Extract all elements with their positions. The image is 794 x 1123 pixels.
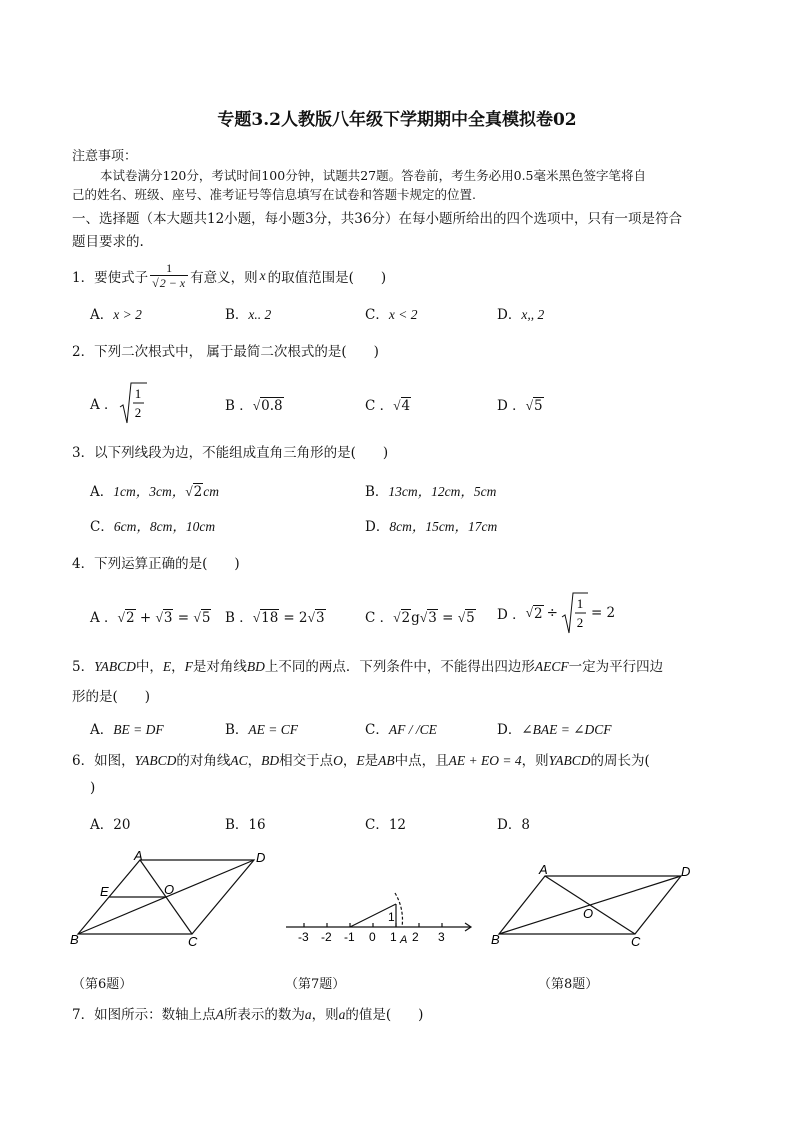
q5-option-b[interactable] bbox=[225, 718, 298, 738]
option-text: AE = CF bbox=[248, 722, 299, 737]
q1-stem bbox=[72, 258, 386, 294]
option-label: C ． bbox=[365, 398, 394, 414]
text: 的对角线 bbox=[176, 753, 231, 769]
math-text: BD bbox=[261, 753, 280, 768]
option-text: 12 bbox=[388, 817, 407, 833]
fig7-tick-label: 2 bbox=[412, 930, 419, 944]
option-label: D ． bbox=[497, 398, 526, 414]
q1-frac-den-wrap bbox=[150, 275, 188, 291]
text: 7．如图所示：数轴上点 bbox=[72, 1007, 216, 1023]
option-text: x,, 2 bbox=[521, 307, 545, 322]
option-text: 20 bbox=[113, 817, 131, 833]
q4-option-b[interactable] bbox=[225, 606, 326, 626]
section1-line1: 一、选择题（本大题共12小题，每小题3分，共36分）在每小题所给出的四个选项中，只有一项是符合 bbox=[72, 211, 682, 227]
q4-d-num: 1 bbox=[576, 596, 584, 611]
q1-option-b[interactable] bbox=[225, 303, 271, 323]
text: 所表示的数为 bbox=[223, 1007, 305, 1023]
q6-option-a[interactable] bbox=[90, 813, 130, 833]
divide-sign: ÷ bbox=[546, 605, 558, 621]
q7-stem bbox=[72, 1003, 423, 1023]
option-text: 8cm，15cm，17cm bbox=[389, 519, 498, 534]
sqrt-symbol: √ bbox=[185, 484, 193, 499]
notice-line1: 本试卷满分120分，考试时间100分钟，试题共27题。答卷前，考生务必用0.5毫米黑色签字笔将自 bbox=[100, 168, 647, 183]
q1-post2: 的取值范围是( ) bbox=[267, 270, 387, 286]
option-label: B． bbox=[225, 722, 249, 738]
math-text: a bbox=[338, 1007, 346, 1022]
option-label: C． bbox=[365, 722, 389, 738]
figure-7-caption: （第7题） bbox=[285, 977, 346, 992]
fig7-tick-label: 0 bbox=[369, 930, 376, 944]
fig6-label-o: O bbox=[164, 882, 175, 897]
equals-part: = 2 bbox=[590, 605, 616, 621]
option-label: B． bbox=[225, 307, 249, 323]
q2-option-d[interactable] bbox=[497, 394, 544, 414]
text: ，则 bbox=[521, 753, 549, 769]
radicand: 2 bbox=[125, 610, 135, 626]
fig7-tick-label: 1 bbox=[390, 930, 397, 944]
q3-option-c[interactable] bbox=[90, 515, 215, 535]
option-label: C． bbox=[365, 817, 389, 833]
q1-var: x bbox=[259, 268, 266, 283]
math-text: YABCD bbox=[134, 753, 177, 768]
q2-option-b[interactable] bbox=[225, 394, 284, 414]
notice-heading: 注意事项： bbox=[72, 149, 138, 164]
text: ， bbox=[171, 659, 185, 675]
fig8-label-a: A bbox=[539, 862, 548, 877]
math-text: BD bbox=[246, 659, 265, 674]
q3-option-a[interactable] bbox=[90, 480, 219, 500]
option-label: D． bbox=[497, 307, 522, 323]
q1-pre: 1．要使式子 bbox=[72, 270, 149, 286]
q1-fraction bbox=[150, 261, 188, 291]
option-label: D ． bbox=[497, 607, 526, 623]
fig6-label-b: B bbox=[70, 932, 79, 947]
math-text: E bbox=[162, 659, 172, 674]
sqrt-symbol: √ bbox=[525, 605, 534, 620]
equals-part: = 2 bbox=[283, 610, 308, 626]
radicand: 2 bbox=[534, 605, 543, 622]
text: ， bbox=[342, 753, 357, 769]
q1-frac-num: 1 bbox=[166, 261, 173, 275]
fig6-label-a: A bbox=[134, 848, 143, 863]
fig7-tick-label: -2 bbox=[321, 930, 332, 944]
sqrt-symbol: √ bbox=[419, 610, 428, 625]
radicand: 2 bbox=[401, 610, 411, 626]
text: 中点，且 bbox=[394, 753, 449, 769]
text: 6．如图， bbox=[72, 753, 135, 769]
q2-option-a[interactable] bbox=[90, 380, 148, 426]
q4-d-den: 2 bbox=[576, 615, 584, 630]
radicand: 3 bbox=[315, 610, 325, 626]
option-text: x < 2 bbox=[388, 307, 418, 322]
option-label: A． bbox=[90, 722, 114, 738]
option-label: A ． bbox=[90, 610, 118, 626]
fig8-label-b: B bbox=[491, 932, 500, 947]
option-label: A ． bbox=[90, 397, 118, 413]
q1-option-c[interactable] bbox=[365, 303, 417, 323]
text: 的周长为( bbox=[590, 753, 650, 769]
option-label: C． bbox=[365, 307, 389, 323]
radicand: 18 bbox=[261, 610, 279, 626]
fig7-label-a: A bbox=[400, 934, 408, 945]
q2-stem: 2．下列二次根式中， 属于最简二次根式的是( ) bbox=[72, 344, 379, 360]
q5-line1 bbox=[72, 655, 663, 675]
option-text: ∠BAE = ∠DCF bbox=[521, 722, 612, 737]
figure-8-caption: （第8题） bbox=[538, 977, 599, 992]
option-text: 13cm，12cm，5cm bbox=[388, 484, 497, 499]
q4-option-a[interactable] bbox=[90, 606, 211, 626]
text: 是 bbox=[364, 753, 379, 769]
option-label: A． bbox=[90, 817, 114, 833]
option-text: x > 2 bbox=[113, 307, 142, 322]
q2-a-den: 2 bbox=[134, 405, 141, 420]
text: 中， bbox=[135, 659, 163, 675]
sqrt-symbol: √ bbox=[152, 276, 159, 290]
radicand: 3 bbox=[163, 610, 173, 626]
text: 是对角线 bbox=[192, 659, 247, 675]
sqrt-symbol: √ bbox=[252, 610, 261, 625]
text: 5． bbox=[72, 659, 95, 675]
option-text: BE = DF bbox=[113, 722, 164, 737]
text: 上不同的两点．下列条件中，不能得出四边形 bbox=[264, 659, 535, 675]
math-text: AB bbox=[378, 753, 395, 768]
text: 相交于点 bbox=[279, 753, 334, 769]
fig6-label-d: D bbox=[256, 850, 266, 865]
radicand: 5 bbox=[534, 398, 543, 414]
fig7-tick-label: -1 bbox=[344, 930, 355, 944]
q4-option-d[interactable] bbox=[497, 590, 615, 636]
option-label: D． bbox=[497, 722, 522, 738]
math-text: A bbox=[215, 1007, 224, 1022]
sqrt-symbol: √ bbox=[252, 398, 261, 413]
text: 的值是( ) bbox=[345, 1007, 424, 1023]
option-label: B ． bbox=[225, 610, 253, 626]
notice-line2: 己的姓名、班级、座号、准考证号等信息填写在试卷和答题卡规定的位置. bbox=[72, 187, 476, 202]
fig6-label-c: C bbox=[188, 934, 198, 948]
option-text: 8 bbox=[521, 817, 530, 833]
text: ， bbox=[247, 753, 262, 769]
q3-option-d[interactable] bbox=[365, 515, 497, 535]
q6-line2: ) bbox=[90, 780, 96, 796]
q4-stem: 4．下列运算正确的是( ) bbox=[72, 556, 240, 572]
q1-frac-den: 2 − x bbox=[159, 276, 186, 290]
text: 一定为平行四边 bbox=[568, 659, 664, 675]
unit: cm bbox=[203, 484, 219, 499]
option-label: A． bbox=[90, 484, 114, 500]
option-label: D． bbox=[497, 817, 522, 833]
radicand: 5 bbox=[466, 610, 475, 626]
math-text: AECF bbox=[534, 659, 569, 674]
q5-option-a[interactable] bbox=[90, 718, 164, 738]
fig6-label-e: E bbox=[100, 884, 109, 899]
math-text: AE + EO = 4 bbox=[448, 753, 522, 768]
q2-option-a-radical bbox=[118, 381, 148, 425]
q5-option-d[interactable] bbox=[497, 718, 612, 738]
plus-sign: + bbox=[135, 610, 156, 626]
q3-stem: 3．以下列线段为边，不能组成直角三角形的是( ) bbox=[72, 445, 389, 461]
option-text: 16 bbox=[248, 817, 266, 833]
sqrt-symbol: √ bbox=[393, 398, 401, 413]
operator: g bbox=[411, 610, 420, 626]
sqrt-symbol: √ bbox=[307, 610, 315, 625]
sqrt-symbol: √ bbox=[193, 610, 201, 625]
figure-7-number-line bbox=[282, 875, 477, 945]
radicand: 0.8 bbox=[261, 398, 283, 414]
math-text: a bbox=[304, 1007, 312, 1022]
q4-option-c[interactable] bbox=[365, 606, 476, 626]
equals-sign: = bbox=[173, 610, 194, 626]
q1-post: 有意义，则 bbox=[190, 270, 258, 286]
radicand: 4 bbox=[401, 398, 411, 414]
option-text: 6cm，8cm，10cm bbox=[113, 519, 216, 534]
q6-line1 bbox=[72, 749, 650, 769]
figure-6-parallelogram bbox=[66, 848, 276, 948]
q5-line2: 形的是( ) bbox=[72, 689, 151, 705]
fig7-tick-label: 3 bbox=[438, 930, 445, 944]
sqrt-symbol: √ bbox=[525, 398, 534, 413]
sqrt-symbol: √ bbox=[117, 610, 125, 625]
sqrt-symbol: √ bbox=[393, 610, 401, 625]
fig8-label-c: C bbox=[631, 934, 641, 948]
sqrt-symbol: √ bbox=[457, 610, 466, 625]
math-text: YABCD bbox=[94, 659, 136, 674]
option-label: B ． bbox=[225, 398, 253, 414]
q2-option-c[interactable] bbox=[365, 394, 411, 414]
option-label: B． bbox=[365, 484, 389, 500]
radicand: 3 bbox=[428, 610, 437, 626]
option-label: C ． bbox=[365, 610, 394, 626]
math-text: E bbox=[356, 753, 365, 768]
fig8-label-o: O bbox=[583, 906, 594, 921]
fig7-segment-label: 1 bbox=[388, 910, 395, 924]
math-text: F bbox=[184, 659, 193, 674]
option-text: x.. 2 bbox=[248, 307, 272, 322]
option-label: A． bbox=[90, 307, 114, 323]
radicand: 2 bbox=[193, 484, 203, 500]
q6-option-d[interactable] bbox=[497, 813, 530, 833]
option-label: B． bbox=[225, 817, 249, 833]
option-text: AF / /CE bbox=[388, 722, 437, 737]
q5-option-c[interactable] bbox=[365, 718, 437, 738]
q4-option-d-radical bbox=[561, 591, 589, 635]
q2-a-num: 1 bbox=[134, 386, 141, 401]
q1-option-a[interactable] bbox=[90, 303, 142, 323]
section1-line2: 题目要求的. bbox=[72, 234, 144, 250]
equals-sign: = bbox=[437, 610, 458, 626]
text: ，则 bbox=[311, 1007, 339, 1023]
q6-option-c[interactable] bbox=[365, 813, 406, 833]
q1-option-d[interactable] bbox=[497, 303, 544, 323]
math-text: YABCD bbox=[548, 753, 591, 768]
option-label: C． bbox=[90, 519, 114, 535]
option-text: 1cm，3cm， bbox=[113, 484, 186, 499]
fig7-tick-label: -3 bbox=[298, 930, 309, 944]
math-text: AC bbox=[230, 753, 248, 768]
figure-8-parallelogram bbox=[487, 860, 697, 948]
math-text: O bbox=[333, 753, 343, 768]
fig8-label-d: D bbox=[681, 864, 691, 879]
q6-option-b[interactable] bbox=[225, 813, 266, 833]
radicand: 5 bbox=[201, 610, 211, 626]
q3-option-b[interactable] bbox=[365, 480, 496, 500]
sqrt-symbol: √ bbox=[155, 610, 163, 625]
figure-6-caption: （第6题） bbox=[72, 977, 133, 992]
page-title: 专题3.2人教版八年级下学期期中全真模拟卷02 bbox=[217, 110, 577, 130]
option-label: D． bbox=[365, 519, 390, 535]
